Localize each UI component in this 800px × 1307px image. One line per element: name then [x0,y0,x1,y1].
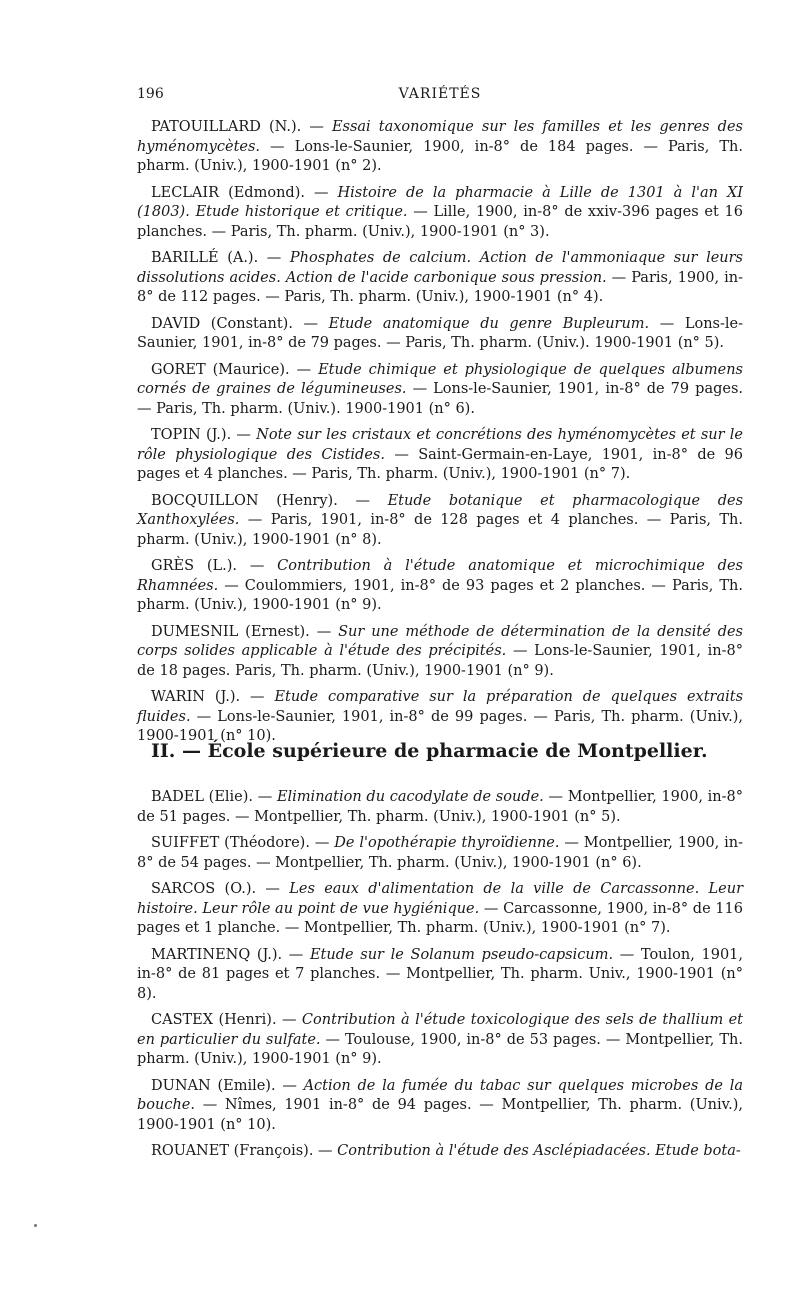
entry-details: Saint-Germain-en-Laye, 1901, in-8° de 96 pages et 4 planches. — Paris, Th. pharm. (Univ.), 1900-1901 (n° 7). [137,446,744,482]
bibliography-entry: ROUANET (François). — Contribution à l'étude des Asclépiadacées. Etude bota- [151,1143,741,1159]
entry-details: Paris, 1900, in-8° de 112 pages. — Paris, Th. pharm. (Univ.), 1900-1901 (n° 4). [137,269,743,305]
entry-author: SARCOS (O.). [151,881,257,897]
page-header [137,86,743,106]
entry-details: Toulouse, 1900, in-8° de 53 pages. — Montpellier, Th. pharm. (Univ.), 1900-1901 (n° 9). [137,1031,743,1067]
print-speck [34,1224,37,1227]
bibliography-entry: DAVID (Constant). — Etude anatomique du genre Bupleurum. — Lons-le-Saunier, 1901, in-8° de 79 pages. — Paris, Th. pharm. (Univ.). 1900-1901 (n° 5). [137,315,744,351]
entry-details: Lons-le-Saunier, 1900, in-8° de 184 pages. — Paris, Th. pharm. (Univ.), 1900-1901 (n° 2). [137,138,743,174]
entry-author: DUNAN (Emile). [151,1077,276,1094]
entry-details: Montpellier, 1900, in-8° de 54 pages. — Montpellier, Th. pharm. (Univ.), 1900-1901 (n° 6). [137,835,744,871]
entry-author: ROUANET (François). [151,1143,314,1159]
entry-details: Paris, 1901, in-8° de 128 pages et 4 planches. — Paris, Th. pharm. (Univ.), 1900-1901 (n° 8). [137,512,743,548]
bibliography-entry: PATOUILLARD (N.). — Essai taxonomique sur les familles et les genres des hyménomycètes. — Lons-le-Saunier, 1900, in-8° de 184 pages. — Paris, Th. pharm. (Univ.), 1900-1901 (n° 2). [137,119,743,174]
entry-author: WARIN (J.). [151,689,241,705]
bibliography-entry: BARILLÉ (A.). — Phosphates de calcium. Action de l'ammoniaque sur leurs dissolutions acides. Action de l'acide carbonique sous pression. — Paris, 1900, in-8° de 112 pages. — Paris, Th. pharm. (Univ.), 1900-1901 (n° 4). [137,250,743,305]
page-number: 196 [137,86,164,102]
bibliography-entry: SUIFFET (Théodore). — De l'opothérapie thyroïdienne. — Montpellier, 1900, in-8° de 54 pages. — Montpellier, Th. pharm. (Univ.), 1900-1901 (n° 6). [137,835,744,871]
entry-title: Etude anatomique du genre Bupleurum. [328,315,650,332]
bibliography-entry: MARTINENQ (J.). — Etude sur le Solanum pseudo-capsicum. — Toulon, 1901, in-8° de 81 pages et 7 planches. — Montpellier, Th. pharm. Univ., 1900-1901 (n° 8). [137,946,744,1002]
entry-author: BOCQUILLON (Henry). [151,492,338,509]
entry-details: Carcassonne, 1900, in-8° de 116 pages et 1 planche. — Montpellier, Th. pharm. (Univ.), 1900-1901 (n° 7). [137,900,743,936]
entry-title: Les eaux d'alimentation de la ville de Carcassonne. Leur histoire. Leur rôle au point de vue hygiénique. [137,881,744,917]
entry-details: Lille, 1900, in-8° de xxiv-396 pages et 16 planches. — Paris, Th. pharm. (Univ.), 1900-1901 (n° 3). [137,204,743,240]
entry-details: Lons-le-Saunier, 1901, in-8° de 99 pages. — Paris, Th. pharm. (Univ.), 1900-1901 (n° 10). [137,708,743,744]
entry-author: GRÈS (L.). [151,558,237,574]
entry-title: Note sur les cristaux et concrétions des hyménomycètes et sur le rôle physiologique des Cistides. [137,427,744,463]
entry-details: Lons-le-Saunier, 1901, in-8° de 79 pages. — Paris, Th. pharm. (Univ.). 1900-1901 (n° 5). [137,315,744,351]
bibliography-entry: DUMESNIL (Ernest). — Sur une méthode de détermination de la densité des corps solides applicable à l'étude des précipités. — Lons-le-Saunier, 1901, in-8° de 18 pages. Paris, Th. pharm. (Univ.), 1900-1901 (n° 9). [137,623,744,679]
entry-details: Lons-le-Saunier, 1901, in-8° de 18 pages. Paris, Th. pharm. (Univ.), 1900-1901 (n° 9). [137,643,743,679]
entry-author: DAVID (Constant). [151,315,293,332]
bibliography-entry: DUNAN (Emile). — Action de la fumée du tabac sur quelques microbes de la bouche. — Nîmes, 1901 in-8° de 94 pages. — Montpellier, Th. pharm. (Univ.), 1900-1901 (n° 10). [137,1077,744,1133]
bibliography-entry: LECLAIR (Edmond). — Histoire de la pharmacie à Lille de 1301 à l'an XI (1803). Etude historique et critique. — Lille, 1900, in-8° de xxiv-396 pages et 16 planches. — Paris, Th. pharm. (Univ.), 1900-1901 (n° 3). [137,184,743,240]
entry-author: LECLAIR (Edmond). [151,184,305,201]
entry-details: Montpellier, 1900, in-8° de 51 pages. — Montpellier, Th. pharm. (Univ.), 1900-1901 (n° 5). [137,789,743,825]
entry-author: BARILLÉ (A.). [151,250,259,266]
entry-author: TOPIN (J.). [151,427,232,443]
entry-title: Etude botanique et pharmacologique des Xanthoxylées. [137,492,744,528]
section-heading: II. — École supérieure de pharmacie de Montpellier. [151,740,708,762]
bibliography-entry: BOCQUILLON (Henry). — Etude botanique et pharmacologique des Xanthoxylées. — Paris, 1901, in-8° de 128 pages et 4 planches. — Paris, Th. pharm. (Univ.), 1900-1901 (n° 8). [137,492,744,548]
entry-author: GORET (Maurice). [151,361,290,378]
entry-details: Toulon, 1901, in-8° de 81 pages et 7 planches. — Montpellier, Th. pharm. Univ., 1900-1901 (n° 8). [137,946,744,1002]
entry-title: Etude chimique et physiologique de quelques albumens cornés de graines de légumineuses. [137,361,743,397]
bibliography-entry: BADEL (Elie). — Elimination du cacodylate de soude. — Montpellier, 1900, in-8° de 51 pages. — Montpellier, Th. pharm. (Univ.), 1900-1901 (n° 5). [137,789,743,825]
bibliography-entry: CASTEX (Henri). — Contribution à l'étude toxicologique des sels de thallium et en particulier du sulfate. — Toulouse, 1900, in-8° de 53 pages. — Montpellier, Th. pharm. (Univ.), 1900-1901 (n° 9). [137,1012,744,1067]
entry-title: Contribution à l'étude toxicologique des sels de thallium et en particulier du sulfate. [137,1012,744,1048]
entry-title: Etude sur le Solanum pseudo-capsicum. [309,946,614,963]
bibliography-entry: GRÈS (L.). — Contribution à l'étude anatomique et microchimique des Rhamnées. — Coulommiers, 1901, in-8° de 93 pages et 2 planches. — Paris, Th. pharm. (Univ.), 1900-1901 (n° 9). [137,558,744,613]
bibliography-entry: TOPIN (J.). — Note sur les cristaux et concrétions des hyménomycètes et sur le rôle physiologique des Cistides. — Saint-Germain-en-Laye, 1901, in-8° de 96 pages et 4 planches. — Paris, Th. pharm. (Univ.), 1900-1901 (n° 7). [137,427,744,482]
entry-title: Phosphates de calcium. Action de l'ammoniaque sur leurs dissolutions acides. Action de l'acide carbonique sous pression. [137,250,743,286]
entry-title: Essai taxonomique sur les familles et les genres des hyménomycètes. [137,119,743,155]
entry-author: SUIFFET (Théodore). [151,835,310,851]
entry-title: Contribution à l'étude anatomique et microchimique des Rhamnées. [137,558,743,594]
entry-details: Lons-le-Saunier, 1901, in-8° de 79 pages. — Paris, Th. pharm. (Univ.). 1900-1901 (n° 6). [137,381,744,417]
entry-title: Contribution à l'étude des Asclépiadacées. Etude bota- [337,1143,741,1159]
entry-author: BADEL (Elie). [151,789,254,805]
bibliography-entry: GORET (Maurice). — Etude chimique et physiologique de quelques albumens cornés de graines de légumineuses. — Lons-le-Saunier, 1901, in-8° de 79 pages. — Paris, Th. pharm. (Univ.). 1900-1901 (n° 6). [137,361,744,417]
entry-author: CASTEX (Henri). [151,1012,277,1028]
bibliography-entry: SARCOS (O.). — Les eaux d'alimentation de la ville de Carcassonne. Leur histoire. Leur rôle au point de vue hygiénique. — Carcassonne, 1900, in-8° de 116 pages et 1 planche. — Montpellier, Th. pharm. (Univ.), 1900-1901 (n° 7). [137,881,744,936]
running-title: VARIÉTÉS [398,86,482,102]
entry-details: Coulommiers, 1901, in-8° de 93 pages et 2 planches. — Paris, Th. pharm. (Univ.), 1900-1901 (n° 9). [137,577,744,613]
entry-author: MARTINENQ (J.). [151,946,283,963]
entry-author: DUMESNIL (Ernest). [151,623,310,640]
entry-title: Action de la fumée du tabac sur quelques microbes de la bouche. [137,1077,743,1113]
entry-title: Histoire de la pharmacie à Lille de 1301 à l'an XI (1803). Etude historique et critique. [137,184,743,220]
bibliography-list-montpellier [137,788,743,1169]
bibliography-list-paris [137,118,743,754]
entry-title: De l'opothérapie thyroïdienne. [334,835,560,851]
entry-title: Etude comparative sur la préparation de quelques extraits fluides. [137,689,744,725]
entry-author: PATOUILLARD (N.). [151,119,302,135]
entry-details: Nîmes, 1901 in-8° de 94 pages. — Montpellier, Th. pharm. (Univ.), 1900-1901 (n° 10). [137,1097,744,1133]
bibliography-entry: WARIN (J.). — Etude comparative sur la préparation de quelques extraits fluides. — Lons-le-Saunier, 1901, in-8° de 99 pages. — Paris, Th. pharm. (Univ.), 1900-1901 (n° 10). [137,689,744,744]
entry-title: Elimination du cacodylate de soude. [276,789,544,805]
entry-title: Sur une méthode de détermination de la densité des corps solides applicable à l'étude des précipités. [137,623,744,659]
